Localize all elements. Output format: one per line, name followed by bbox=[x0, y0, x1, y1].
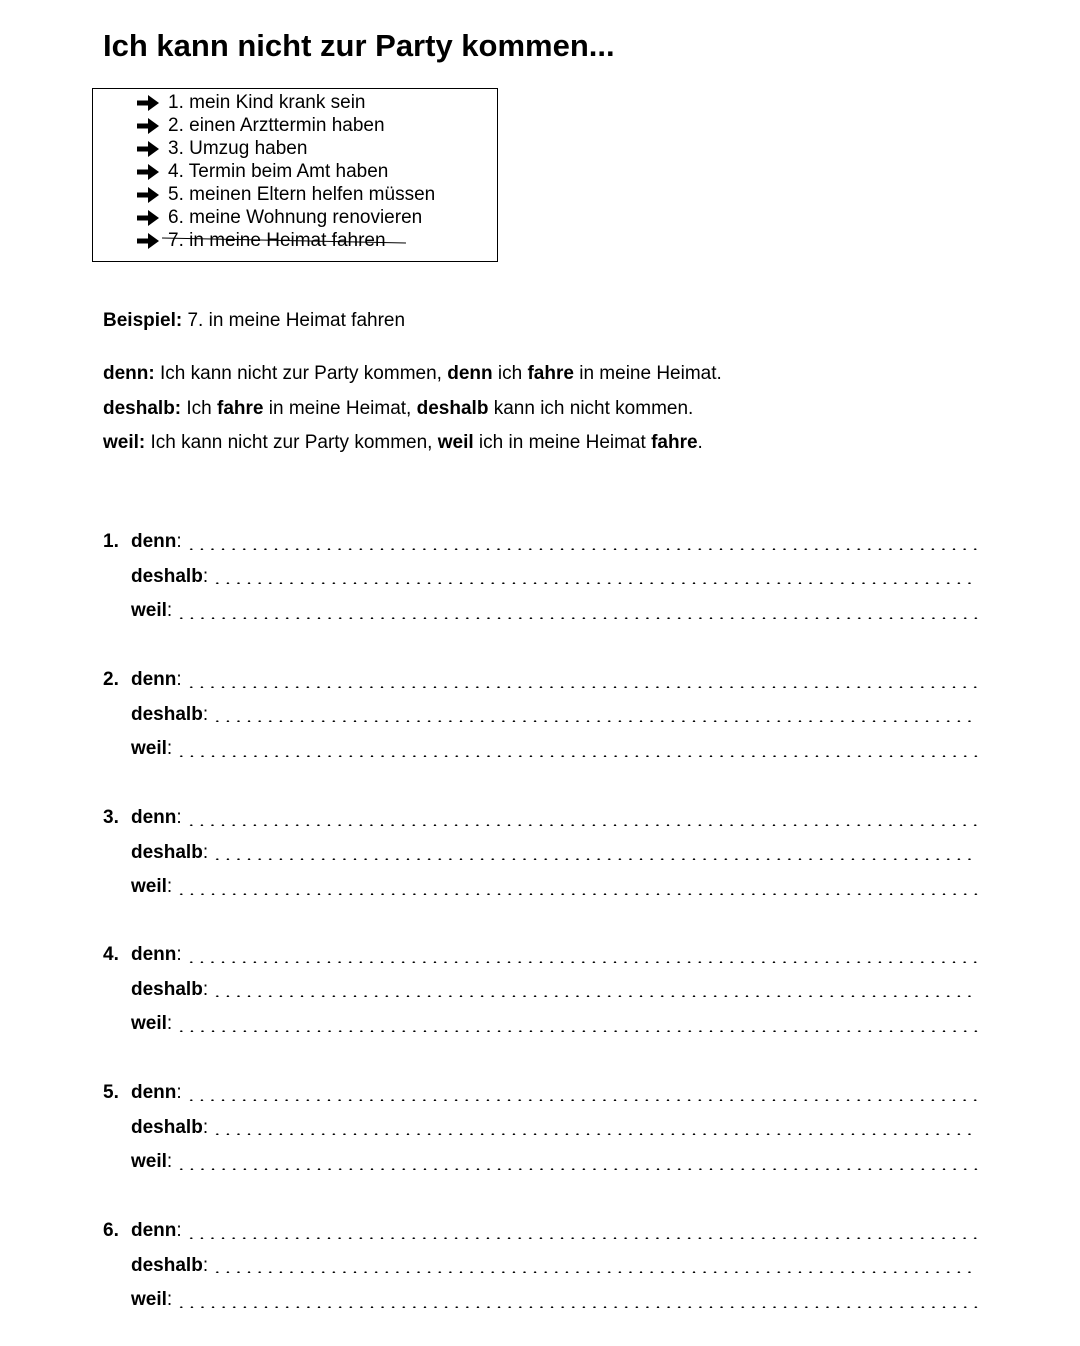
sentence-key: weil: bbox=[103, 432, 146, 453]
sentence-text: ich bbox=[492, 363, 528, 384]
answer-line-deshalb[interactable] bbox=[103, 1111, 978, 1146]
sentence-text: Ich kann nicht zur Party kommen, bbox=[154, 363, 448, 384]
colon: : bbox=[166, 600, 173, 622]
answer-label: deshalb bbox=[131, 841, 203, 863]
dotted-line[interactable] bbox=[212, 720, 978, 722]
arrow-right-icon bbox=[136, 93, 161, 113]
exercise-number: 1. bbox=[103, 531, 119, 553]
answer-line-weil[interactable] bbox=[103, 732, 978, 767]
exercise-item-1 bbox=[103, 525, 978, 629]
answer-label: weil bbox=[131, 1151, 167, 1173]
colon: : bbox=[202, 565, 209, 587]
colon: : bbox=[166, 876, 173, 898]
colon: : bbox=[166, 1289, 173, 1311]
list-item bbox=[136, 183, 435, 206]
reason-text-struck: 7. in meine Heimat fahren bbox=[168, 230, 386, 251]
sentence-bold: weil bbox=[437, 432, 474, 453]
exercise-number: 5. bbox=[103, 1082, 119, 1104]
colon: : bbox=[202, 703, 209, 725]
colon: : bbox=[176, 807, 182, 829]
list-item bbox=[136, 137, 435, 160]
answer-label: weil bbox=[131, 738, 167, 760]
sentence-denn bbox=[103, 357, 722, 392]
arrow-right-icon bbox=[136, 162, 161, 182]
sentence-text: in meine Heimat. bbox=[573, 363, 722, 384]
list-item bbox=[136, 160, 435, 183]
dotted-line[interactable] bbox=[212, 1133, 978, 1135]
page-title: Ich kann nicht zur Party kommen... bbox=[103, 28, 615, 63]
dotted-line[interactable] bbox=[186, 961, 978, 963]
reason-text: 5. meinen Eltern helfen müssen bbox=[168, 184, 436, 205]
sentence-text: Ich kann nicht zur Party kommen, bbox=[145, 432, 438, 453]
colon: : bbox=[202, 1116, 209, 1138]
colon: : bbox=[176, 1220, 182, 1242]
list-item bbox=[136, 206, 435, 229]
answer-line-deshalb[interactable] bbox=[103, 973, 978, 1008]
answer-label: denn bbox=[131, 669, 177, 691]
answer-label: weil bbox=[131, 1013, 167, 1035]
answer-label: deshalb bbox=[131, 703, 203, 725]
reasons-box bbox=[92, 88, 498, 262]
answer-label: deshalb bbox=[131, 565, 203, 587]
exercise-item-6 bbox=[103, 1214, 978, 1318]
dotted-line[interactable] bbox=[186, 824, 978, 826]
answer-label: denn bbox=[131, 1220, 177, 1242]
dotted-line[interactable] bbox=[186, 1237, 978, 1239]
sentence-bold: fahre bbox=[527, 363, 574, 384]
dotted-line[interactable] bbox=[212, 582, 978, 584]
exercise-number: 3. bbox=[103, 807, 119, 829]
answer-line-deshalb[interactable] bbox=[103, 1249, 978, 1284]
dotted-line[interactable] bbox=[176, 755, 978, 757]
exercise-number: 6. bbox=[103, 1220, 119, 1242]
colon: : bbox=[202, 978, 209, 1000]
exercise-item-4 bbox=[103, 938, 978, 1042]
dotted-line[interactable] bbox=[176, 1030, 978, 1032]
colon: : bbox=[176, 669, 182, 691]
colon: : bbox=[176, 944, 182, 966]
reason-text: 1. mein Kind krank sein bbox=[168, 92, 366, 113]
list-item bbox=[136, 91, 435, 114]
dotted-line[interactable] bbox=[186, 1099, 978, 1101]
sentence-text: kann ich nicht kommen. bbox=[488, 397, 694, 419]
example-line bbox=[103, 309, 405, 333]
answer-label: denn bbox=[131, 531, 177, 553]
sentence-key: denn: bbox=[103, 363, 155, 384]
answer-line-weil[interactable] bbox=[103, 594, 978, 629]
answer-label: denn bbox=[131, 1082, 177, 1104]
colon: : bbox=[176, 1082, 182, 1104]
sentence-bold: fahre bbox=[217, 397, 264, 419]
reasons-list bbox=[136, 91, 435, 252]
answer-line-weil[interactable] bbox=[103, 1145, 978, 1180]
sentence-text: . bbox=[697, 432, 703, 453]
answer-line-denn[interactable] bbox=[103, 663, 978, 698]
reason-text: 3. Umzug haben bbox=[168, 138, 308, 159]
answer-line-weil[interactable] bbox=[103, 870, 978, 905]
exercise-number: 2. bbox=[103, 669, 119, 691]
colon: : bbox=[202, 841, 209, 863]
answer-line-weil[interactable] bbox=[103, 1283, 978, 1318]
exercise-item-3 bbox=[103, 801, 978, 905]
arrow-right-icon bbox=[136, 208, 161, 228]
answer-line-denn[interactable] bbox=[103, 1214, 978, 1249]
sentence-text: in meine Heimat, bbox=[263, 397, 417, 419]
reason-text: 4. Termin beim Amt haben bbox=[168, 161, 389, 182]
dotted-line[interactable] bbox=[176, 893, 978, 895]
exercise-number: 4. bbox=[103, 944, 119, 966]
colon: : bbox=[166, 1013, 173, 1035]
colon: : bbox=[166, 738, 173, 760]
answer-line-weil[interactable] bbox=[103, 1007, 978, 1042]
example-label: Beispiel: bbox=[103, 310, 183, 331]
arrow-right-icon bbox=[136, 116, 161, 136]
sentence-text: Ich bbox=[181, 397, 218, 419]
answer-label: denn bbox=[131, 807, 177, 829]
answer-line-denn[interactable] bbox=[103, 801, 978, 836]
exercise-item-5 bbox=[103, 1076, 978, 1180]
dotted-line[interactable] bbox=[176, 1306, 978, 1308]
dotted-line[interactable] bbox=[176, 1168, 978, 1170]
colon: : bbox=[176, 531, 182, 553]
reason-text: 6. meine Wohnung renovieren bbox=[168, 207, 423, 228]
answer-label: weil bbox=[131, 600, 167, 622]
sentence-weil bbox=[103, 426, 722, 461]
answer-label: deshalb bbox=[131, 1116, 203, 1138]
example-text: 7. in meine Heimat fahren bbox=[182, 310, 406, 331]
dotted-line[interactable] bbox=[186, 548, 978, 550]
colon: : bbox=[166, 1151, 173, 1173]
colon: : bbox=[202, 1254, 209, 1276]
sentence-bold: denn bbox=[447, 363, 493, 384]
answer-line-deshalb[interactable] bbox=[103, 698, 978, 733]
arrow-right-icon bbox=[136, 231, 161, 251]
exercise-item-2 bbox=[103, 663, 978, 767]
sentence-deshalb bbox=[103, 392, 722, 427]
sentence-key: deshalb: bbox=[103, 397, 182, 419]
answer-line-deshalb[interactable] bbox=[103, 560, 978, 595]
dotted-line[interactable] bbox=[212, 995, 978, 997]
answer-line-deshalb[interactable] bbox=[103, 836, 978, 871]
dotted-line[interactable] bbox=[186, 686, 978, 688]
arrow-right-icon bbox=[136, 185, 161, 205]
answer-line-denn[interactable] bbox=[103, 1076, 978, 1111]
sentence-text: ich in meine Heimat bbox=[473, 432, 652, 453]
answer-label: weil bbox=[131, 876, 167, 898]
answer-label: deshalb bbox=[131, 1254, 203, 1276]
answer-label: denn bbox=[131, 944, 177, 966]
sentence-bold: fahre bbox=[651, 432, 698, 453]
example-sentences bbox=[103, 357, 722, 461]
sentence-bold: deshalb bbox=[416, 397, 489, 419]
list-item bbox=[136, 229, 435, 252]
dotted-line[interactable] bbox=[212, 1271, 978, 1273]
answer-line-denn[interactable] bbox=[103, 525, 978, 560]
list-item bbox=[136, 114, 435, 137]
answer-label: deshalb bbox=[131, 978, 203, 1000]
arrow-right-icon bbox=[136, 139, 161, 159]
dotted-line[interactable] bbox=[212, 858, 978, 860]
answer-label: weil bbox=[131, 1289, 167, 1311]
reason-text: 2. einen Arzttermin haben bbox=[168, 115, 385, 136]
dotted-line[interactable] bbox=[176, 617, 978, 619]
answer-line-denn[interactable] bbox=[103, 938, 978, 973]
